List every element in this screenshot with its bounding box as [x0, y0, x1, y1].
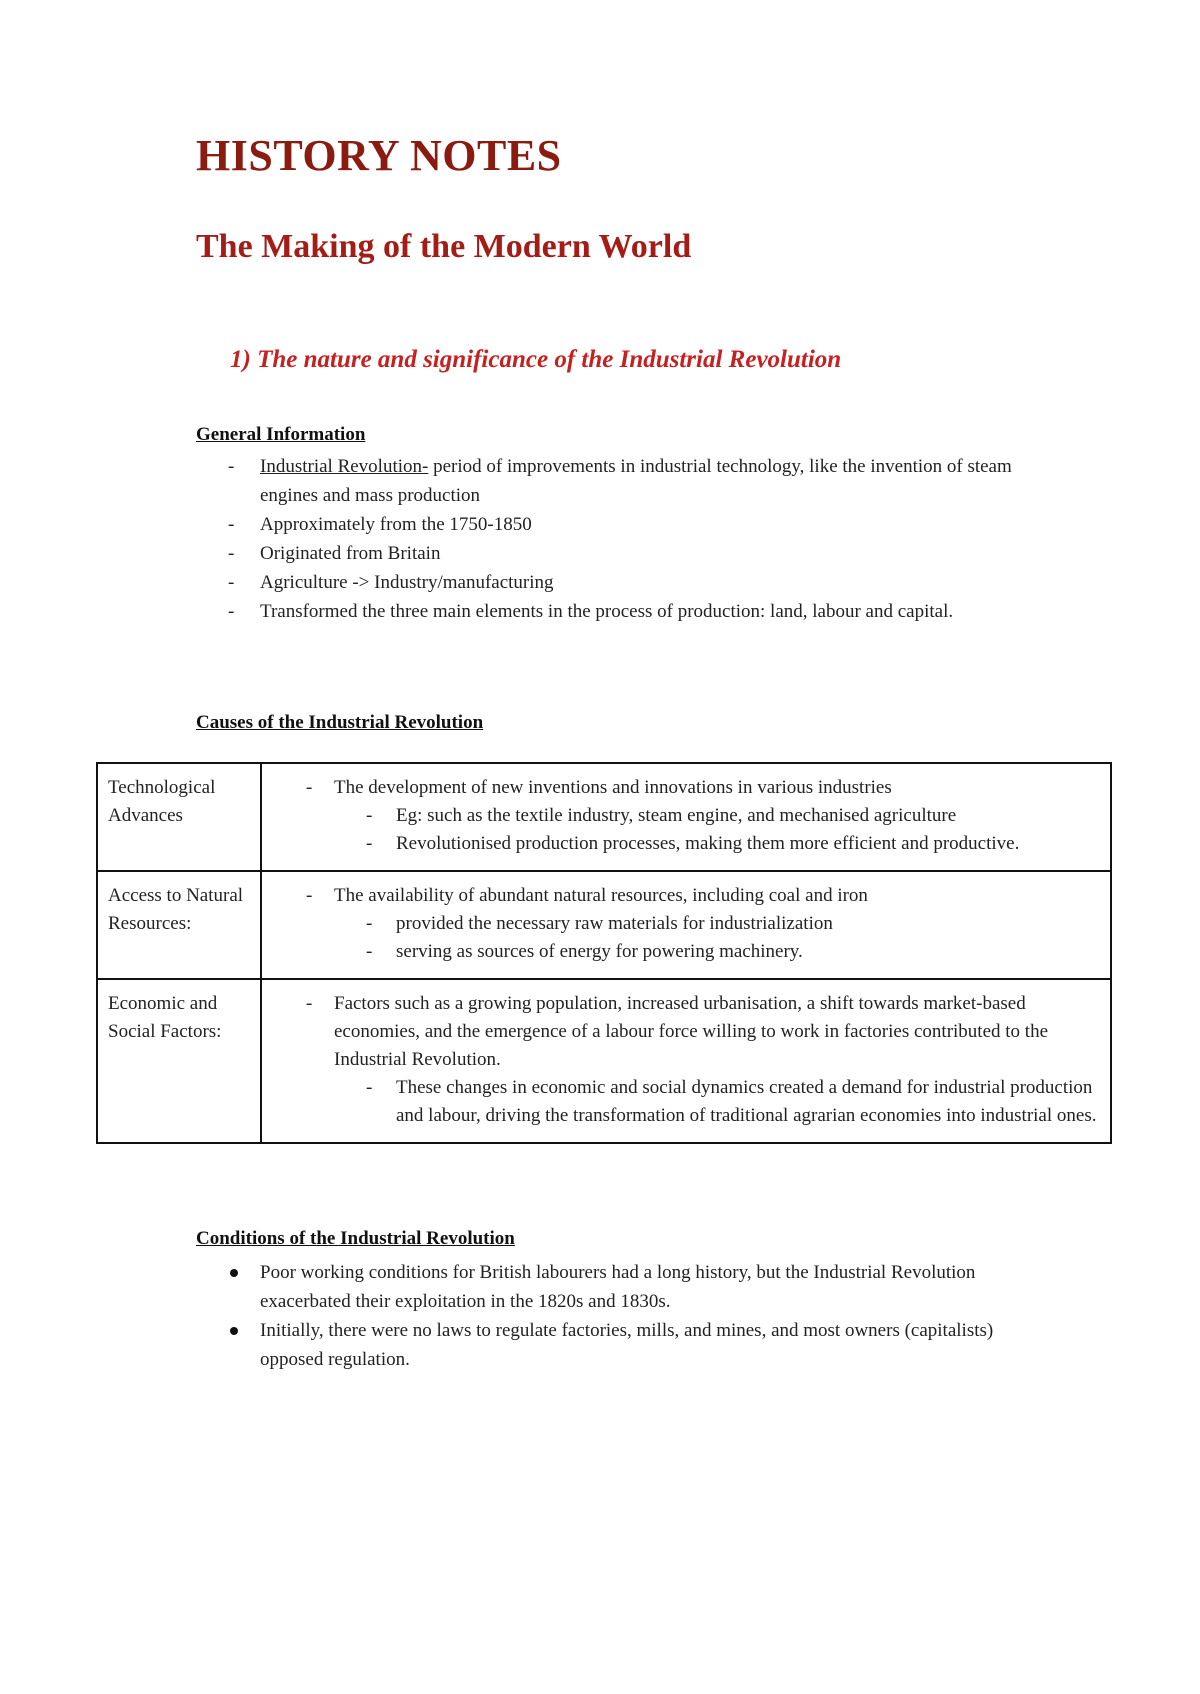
causes-heading: Causes of the Industrial Revolution [196, 712, 484, 733]
dash-marker: - [366, 941, 373, 962]
cause-list [272, 882, 1102, 966]
list-item-text: Transformed the three main elements in the process of production: land, labour and capital. [260, 601, 954, 622]
dash-marker: - [228, 456, 235, 477]
list-item [196, 1258, 1016, 1316]
dash-marker: - [366, 1077, 373, 1098]
bullet-icon [230, 1269, 238, 1277]
list-item [196, 539, 1016, 568]
sub-list [334, 1074, 1102, 1130]
dash-marker: - [306, 993, 313, 1014]
list-item-text: Initially, there were no laws to regulate factories, mills, and mines, and most owners (capitalists) opposed regulation. [260, 1320, 994, 1370]
list-item [196, 510, 1016, 539]
row-label: Technological Advances [97, 763, 261, 871]
list-item-text: Agriculture -> Industry/manufacturing [260, 572, 554, 593]
list-item [196, 568, 1016, 597]
row-content [261, 979, 1111, 1143]
general-information-list [196, 452, 1016, 626]
dash-marker: - [366, 913, 373, 934]
list-item-text: The development of new inventions and innovations in various industries [334, 777, 892, 798]
list-item [272, 990, 1102, 1130]
sub-list-item [330, 802, 1102, 830]
list-item [196, 1316, 1016, 1374]
dash-marker: - [306, 885, 313, 906]
table-row [97, 871, 1111, 979]
sub-list-item-text: Eg: such as the textile industry, steam engine, and mechanised agriculture [396, 805, 957, 826]
dash-marker: - [228, 543, 235, 564]
list-item [196, 452, 1016, 510]
table-row [97, 763, 1111, 871]
dash-marker: - [228, 572, 235, 593]
list-item-text: Originated from Britain [260, 543, 441, 564]
dash-marker: - [228, 601, 235, 622]
dash-marker: - [228, 514, 235, 535]
row-content [261, 871, 1111, 979]
term-industrial-revolution: Industrial Revolution- [260, 456, 429, 477]
list-item-text: The availability of abundant natural resources, including coal and iron [334, 885, 868, 906]
list-item-text: Poor working conditions for British labourers had a long history, but the Industrial Revolution exacerbated their exploitation in the 1820s and 1830s. [260, 1262, 976, 1312]
sub-list [334, 910, 1102, 966]
row-label: Access to Natural Resources: [97, 871, 261, 979]
list-item-text: period of improvements in industrial technology, like the invention of steam engines and mass production [260, 456, 1012, 506]
row-label: Economic and Social Factors: [97, 979, 261, 1143]
dash-marker: - [366, 805, 373, 826]
cause-list [272, 774, 1102, 858]
list-item-text: Approximately from the 1750-1850 [260, 514, 532, 535]
document-title: HISTORY NOTES [196, 131, 562, 180]
dash-marker: - [366, 833, 373, 854]
document-subtitle: The Making of the Modern World [196, 228, 692, 265]
sub-list-item-text: provided the necessary raw materials for industrialization [396, 913, 833, 934]
cause-list [272, 990, 1102, 1130]
sub-list [334, 802, 1102, 858]
causes-table [96, 762, 1112, 1144]
list-item [196, 597, 1016, 626]
general-information-heading: General Information [196, 424, 366, 445]
sub-list-item [330, 1074, 1102, 1130]
row-content [261, 763, 1111, 871]
sub-list-item-text: These changes in economic and social dynamics created a demand for industrial production and labour, driving the transformation of traditional agrarian economies into industrial ones. [396, 1077, 1097, 1126]
section-heading: 1) The nature and significance of the Industrial Revolution [230, 346, 842, 373]
bullet-icon [230, 1327, 238, 1335]
conditions-list [196, 1258, 1016, 1374]
sub-list-item [330, 938, 1102, 966]
sub-list-item [330, 910, 1102, 938]
list-item [272, 774, 1102, 858]
sub-list-item-text: serving as sources of energy for powering machinery. [396, 941, 803, 962]
conditions-heading: Conditions of the Industrial Revolution [196, 1228, 515, 1249]
table-row [97, 979, 1111, 1143]
list-item-text: Factors such as a growing population, increased urbanisation, a shift towards market-based economies, and the emergence of a labour force willing to work in factories contributed to the Industrial Revolution. [334, 993, 1049, 1070]
sub-list-item-text: Revolutionised production processes, making them more efficient and productive. [396, 833, 1020, 854]
sub-list-item [330, 830, 1102, 858]
dash-marker: - [306, 777, 313, 798]
list-item [272, 882, 1102, 966]
